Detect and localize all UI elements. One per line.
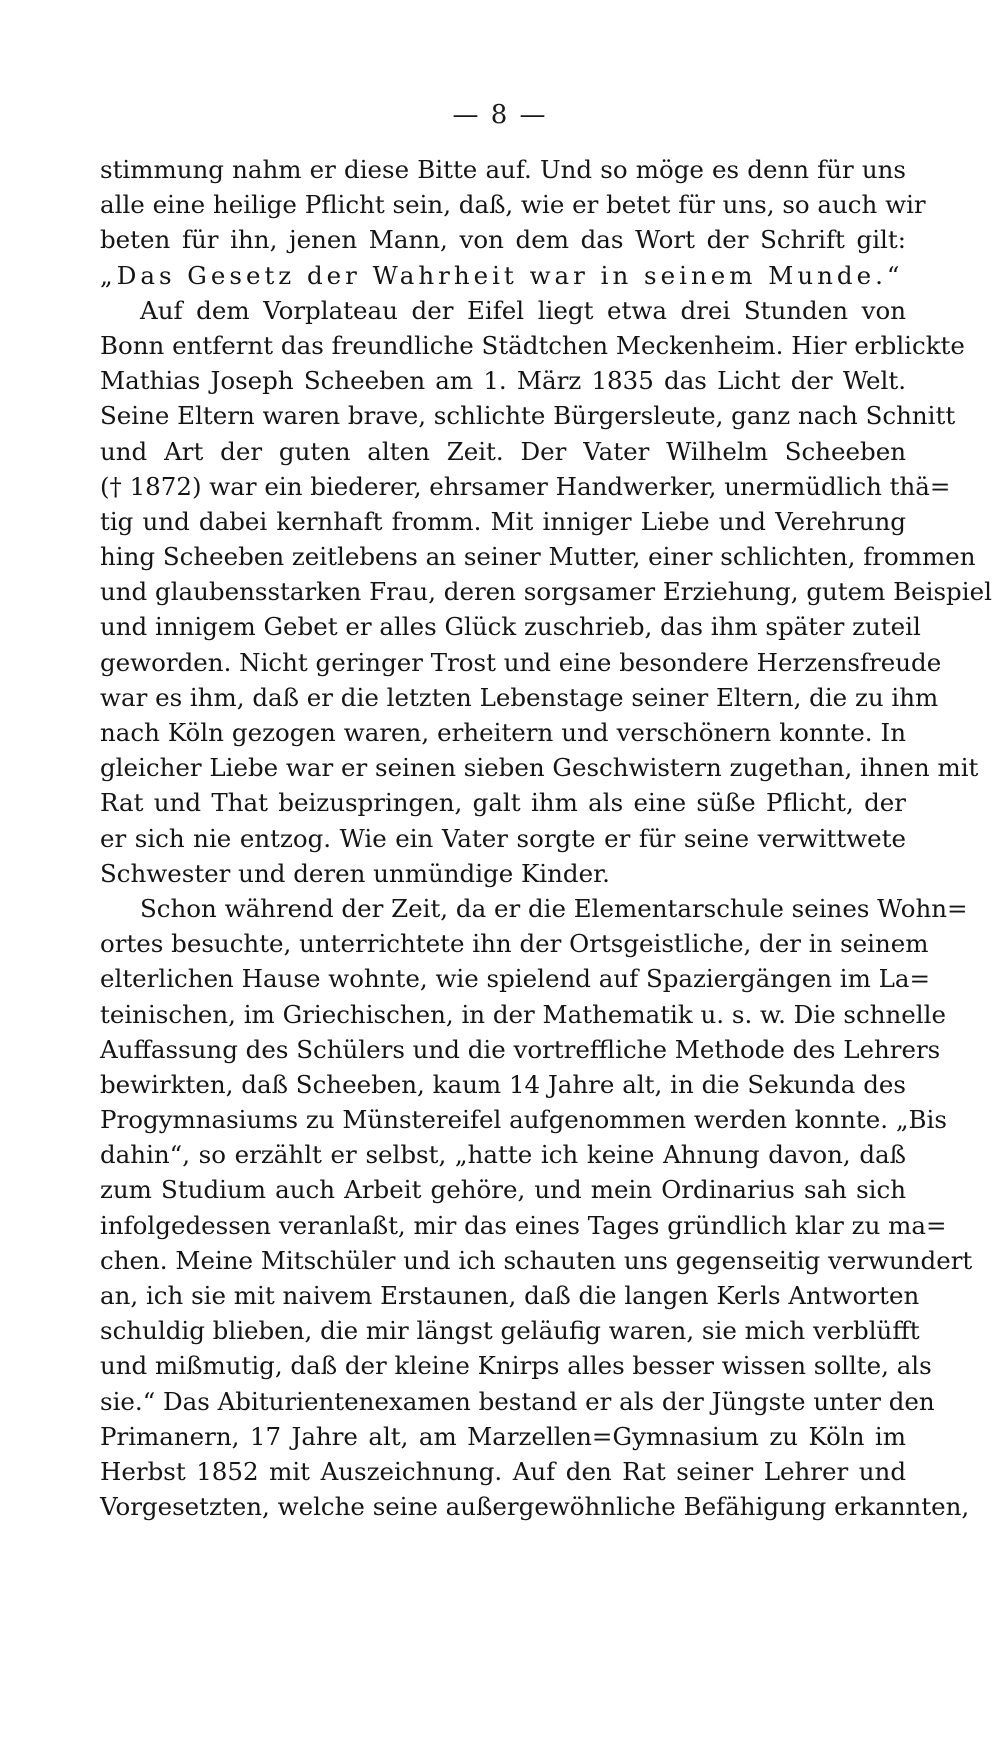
text-line: war es ihm, daß er die letzten Lebenstage seiner Eltern, die zu ihm [100, 682, 939, 712]
text-line: und innigem Gebet er alles Glück zuschrieb, das ihm später zuteil [100, 612, 921, 642]
text-line: Schon während der Zeit, da er die Elementarschule seines Wohn= [140, 893, 968, 923]
text-line: beten für ihn, jenen Mann, von dem das Wort der Schrift gilt: [100, 225, 906, 255]
text-line: elterlichen Hause wohnte, wie spielend auf Spaziergängen im La= [100, 964, 931, 994]
text-line: chen. Meine Mitschüler und ich schauten uns gegenseitig verwundert [100, 1245, 973, 1275]
text-line: bewirkten, daß Scheeben, kaum 14 Jahre alt, in die Sekunda des [100, 1069, 906, 1099]
text-line: sie.“ Das Abiturientenexamen bestand er als der Jüngste unter den [100, 1386, 935, 1416]
text-line: Mathias Joseph Scheeben am 1. März 1835 das Licht der Welt. [100, 366, 906, 396]
text-line: teinischen, im Griechischen, in der Mathematik u. s. w. Die schnelle [100, 999, 946, 1029]
body-text [100, 152, 992, 1524]
text-line: zum Studium auch Arbeit gehöre, und mein Ordinarius sah sich [100, 1175, 906, 1205]
text-line: Herbst 1852 mit Auszeichnung. Auf den Rat seiner Lehrer und [100, 1456, 906, 1486]
text-line: alle eine heilige Pflicht sein, daß, wie er betet für uns, so auch wir [100, 190, 926, 220]
text-line: schuldig blieben, die mir längst geläufig waren, sie mich verblüfft [100, 1316, 920, 1346]
text-line: († 1872) war ein biederer, ehrsamer Handwerker, unermüdlich thä= [100, 471, 951, 501]
page-number: — 8 — [452, 100, 548, 130]
text-line: Rat und That beizuspringen, galt ihm als eine süße Pflicht, der [100, 788, 906, 818]
text-line: er sich nie entzog. Wie ein Vater sorgte er für seine verwittwete [100, 823, 906, 853]
text-line: dahin“, so erzählt er selbst, „hatte ich keine Ahnung davon, daß [100, 1140, 906, 1170]
text-line: Bonn entfernt das freundliche Städtchen Meckenheim. Hier erblickte [100, 330, 965, 360]
text-line: und Art der guten alten Zeit. Der Vater Wilhelm Scheeben [100, 436, 906, 466]
text-line: stimmung nahm er diese Bitte auf. Und so möge es denn für uns [100, 155, 906, 184]
text-line: und mißmutig, daß der kleine Knirps alles besser wissen sollte, als [100, 1351, 932, 1381]
text-line: an, ich sie mit naivem Erstaunen, daß die langen Kerls Antworten [100, 1281, 920, 1310]
text-line: Auf dem Vorplateau der Eifel liegt etwa drei Stunden von [140, 295, 906, 325]
text-line: Primanern, 17 Jahre alt, am Marzellen=Gymnasium zu Köln im [100, 1421, 906, 1451]
text-line: geworden. Nicht geringer Trost und eine besondere Herzensfreude [100, 647, 942, 677]
text-line: Auffassung des Schülers und die vortreffliche Methode des Lehrers [100, 1034, 941, 1064]
text-line: gleicher Liebe war er seinen sieben Geschwistern zugethan, ihnen mit [100, 753, 979, 783]
text-line: nach Köln gezogen waren, erheitern und verschönern konnte. In [100, 718, 906, 747]
text-line: Vorgesetzten, welche seine außergewöhnliche Befähigung erkannten, [100, 1492, 970, 1522]
text-line: „Das Gesetz der Wahrheit war in seinem Munde.“ [100, 260, 904, 290]
text-line: Progymnasiums zu Münstereifel aufgenommen werden konnte. „Bis [100, 1105, 947, 1135]
text-line: und glaubensstarken Frau, deren sorgsamer Erziehung, gutem Beispiel [100, 577, 992, 607]
text-line: tig und dabei kernhaft fromm. Mit inniger Liebe und Verehrung [100, 506, 906, 536]
text-line: ortes besuchte, unterrichtete ihn der Ortsgeistliche, der in seinem [100, 929, 929, 959]
text-line: Seine Eltern waren brave, schlichte Bürgersleute, ganz nach Schnitt [100, 401, 956, 431]
text-line: infolgedessen veranlaßt, mir das eines Tages gründlich klar zu ma= [100, 1210, 947, 1240]
text-line: Schwester und deren unmündige Kinder. [100, 858, 610, 888]
text-line: hing Scheeben zeitlebens an seiner Mutter, einer schlichten, frommen [100, 542, 976, 572]
